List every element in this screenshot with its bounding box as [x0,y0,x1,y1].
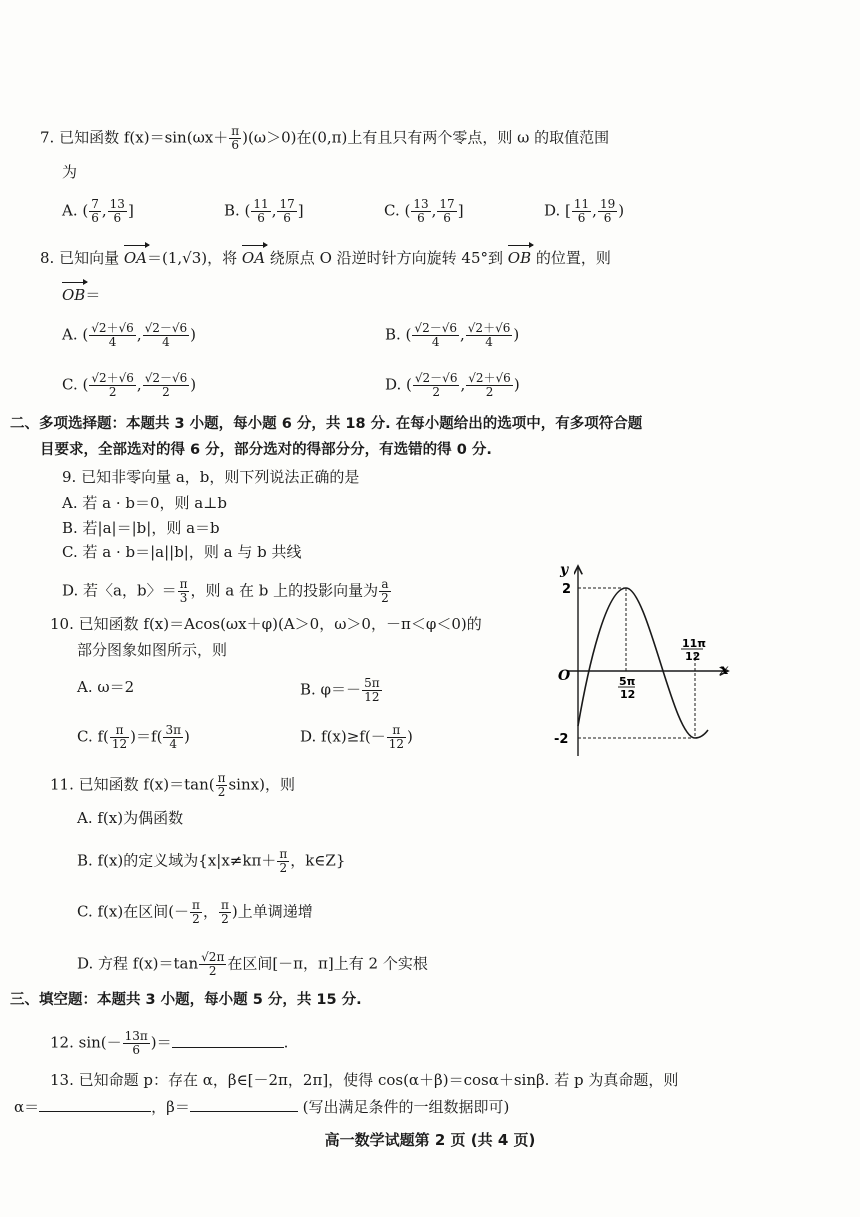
q10-stem: 10. 已知函数 f(x)＝Acos(ωx＋φ)(A＞0，ω＞0，－π＜φ＜0)的 [50,615,482,633]
q8-option-b: B. ( $\frac{√2-√6}{4}$ , $\frac{√2+√6}{4}$ ) [385,321,520,349]
x-axis-label: x [720,662,729,678]
q11-option-b: B. f(x)的定义域为{x|x≠kπ＋ $\frac{\pi}{2}$ ，k∈Z} [77,847,346,875]
q11-option-a: A. f(x)为偶函数 [77,809,184,827]
y-min-label: -2 [554,732,569,747]
vector-ob: OB [507,249,532,267]
cosine-curve [578,588,708,738]
origin-label: O [558,668,571,684]
q12-answer-blank[interactable] [172,1033,284,1048]
q7-option-d: D. [ $\frac{11}{6}$ , $\frac{19}{6}$ ) [544,197,625,225]
q11-option-c: C. f(x)在区间(－ $\frac{\pi}{2}$ ， $\frac{\pi}{2}$ )上单调递增 [77,898,313,926]
q8-option-d: D. ( $\frac{√2-√6}{2}$ , $\frac{√2+√6}{2}$ ) [385,371,520,399]
q12-stem: 12. sin(－ $\frac{13\pi}{6}$ )＝ . [50,1029,289,1057]
q10-option-d: D. f(x)≥f(－ $\frac{\pi}{12}$ ) [300,723,413,751]
q10-option-b: B. φ＝－ $\frac{5\pi}{12}$ [300,676,380,704]
x-tick-5pi-12-den: 12 [620,688,636,701]
q7-option-b: B. ( $\frac{11}{6}$ , $\frac{17}{6}$ ] [224,197,304,225]
vector-oa: OA [123,249,147,267]
vector-oa: OA [241,249,266,267]
q10-option-a: A. ω＝2 [77,678,135,696]
q9-option-c: C. 若 a · b＝|a||b|，则 a 与 b 共线 [62,543,302,561]
q9-option-a: A. 若 a · b＝0，则 a⊥b [62,494,227,512]
section-3-heading: 三、填空题：本题共 3 小题，每小题 5 分，共 15 分. [10,992,362,1008]
q10-stem-cont: 部分图象如图所示，则 [77,641,228,659]
q7-stem: 7. 已知函数 f(x)＝sin(ωx＋ $\frac{\pi}{6}$ )(ω＞0)在(0,π)上有且只有两个零点，则 ω 的取值范围 [40,124,610,152]
page-footer: 高一数学试题第 2 页 (共 4 页) [324,1131,536,1149]
q11-option-d: D. 方程 f(x)＝tan $\frac{√2\pi}{2}$ 在区间[－π，π]上有 2 个实根 [77,950,428,978]
q13-alpha-blank[interactable] [39,1097,151,1112]
y-axis-label: y [560,562,569,578]
q8-stem: 8. 已知向量 OA＝(1,√3)，将 OA 绕原点 O 沿逆时针方向旋转 45°到 OB 的位置，则 [40,249,611,267]
x-tick-11pi-12-den: 12 [685,650,701,663]
q13-stem: 13. 已知命题 p：存在 α，β∈[－2π，2π]，使得 cos(α＋β)＝cosα＋sinβ. 若 p 为真命题，则 [50,1071,679,1089]
q7-stem-cont: 为 [62,163,78,181]
fraction: $\frac{\pi}{6}$ [231,124,240,152]
x-tick-5pi-12-num: 5π [619,675,636,688]
q13-answers: α＝ ，β＝ (写出满足条件的一组数据即可) [14,1098,510,1116]
q8-option-c: C. ( $\frac{√2+√6}{2}$ , $\frac{√2-√6}{2}$ ) [62,371,197,399]
q9-option-d: D. 若〈a，b〉＝ $\frac{\pi}{3}$ ，则 a 在 b 上的投影向量为 $\frac{a}{2}$ [62,577,389,605]
section-2-heading-cont: 目要求，全部选对的得 6 分，部分选对的得部分分，有选错的得 0 分. [40,442,492,458]
q7-option-a: A. ( $\frac{7}{6}$ , $\frac{13}{6}$ ] [62,197,134,225]
x-tick-11pi-12-num: 11π [682,637,707,650]
q10-option-c: C. f( $\frac{\pi}{12}$ )＝f( $\frac{3\pi}{4}$ ) [77,723,190,751]
q8-stem-cont: OB＝ [62,286,101,304]
q11-stem: 11. 已知函数 f(x)＝tan( $\frac{\pi}{2}$ sinx)，则 [50,771,295,799]
y-max-label: 2 [562,582,572,597]
q7-option-c: C. ( $\frac{13}{6}$ , $\frac{17}{6}$ ] [384,197,464,225]
q9-stem: 9. 已知非零向量 a，b，则下列说法正确的是 [62,468,360,486]
q9-option-b: B. 若|a|＝|b|，则 a＝b [62,519,220,537]
q8-option-a: A. ( $\frac{√2+√6}{4}$ , $\frac{√2-√6}{4}$ ) [62,321,197,349]
cosine-graph [548,558,738,758]
section-2-heading: 二、多项选择题：本题共 3 小题，每小题 6 分，共 18 分. 在每小题给出的选项中，有多项符合题 [10,416,643,432]
q13-beta-blank[interactable] [190,1097,298,1112]
